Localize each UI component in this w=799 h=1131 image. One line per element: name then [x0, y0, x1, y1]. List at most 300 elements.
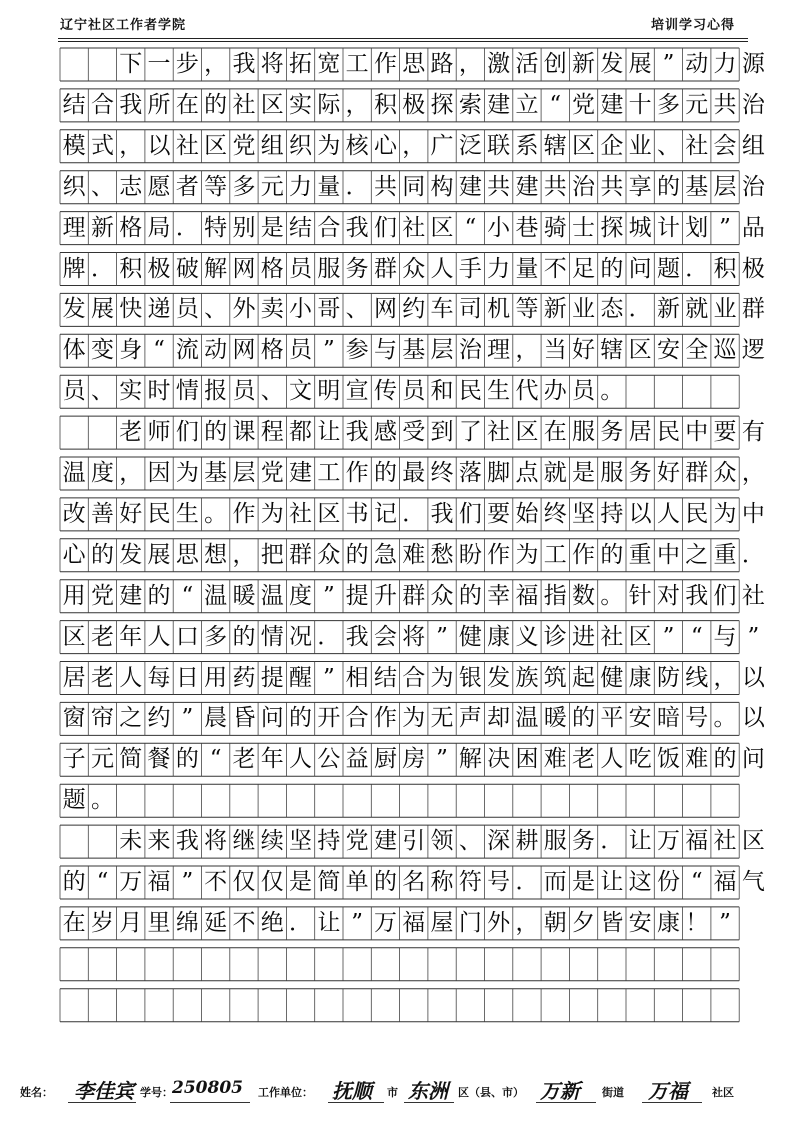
handwritten-char: 建: [373, 828, 397, 855]
handwritten-char: 下: [119, 51, 143, 77]
handwritten-char: 结: [289, 214, 313, 241]
handwritten-char: 以: [741, 705, 765, 732]
handwritten-char: 办: [543, 378, 567, 405]
handwritten-char: 我: [685, 582, 709, 609]
handwritten-char: 区: [62, 623, 86, 650]
handwritten-char: 持: [317, 828, 341, 855]
handwritten-char: ，: [741, 460, 765, 486]
handwritten-char: 积: [119, 255, 143, 282]
handwritten-char: 不: [543, 255, 567, 282]
handwritten-char: 我: [232, 51, 256, 77]
handwritten-char: 全: [685, 337, 709, 364]
handwritten-char: 之: [685, 541, 709, 568]
handwritten-char: 改: [62, 500, 86, 527]
handwritten-char: 态: [600, 296, 624, 323]
handwritten-char: 变: [90, 337, 114, 364]
handwritten-char: 十: [628, 91, 652, 118]
handwritten-char: 昏: [232, 705, 256, 732]
handwritten-char: 网: [232, 337, 256, 364]
handwritten-char: 问: [741, 746, 765, 773]
street-underline: [536, 1102, 596, 1103]
handwritten-char: 创: [543, 51, 567, 77]
handwritten-char: 落: [458, 460, 482, 486]
handwritten-char: 以: [147, 132, 171, 159]
handwritten-char: ．: [515, 869, 539, 895]
handwritten-char: 中: [656, 541, 680, 568]
handwritten-char: 织: [289, 132, 313, 159]
handwritten-char: 格: [260, 255, 284, 282]
handwritten-char: 药: [232, 664, 256, 691]
handwritten-char: 区: [204, 132, 228, 159]
handwritten-char: 作: [232, 500, 256, 527]
handwritten-char: 核: [345, 132, 369, 159]
handwritten-char: “: [96, 869, 109, 895]
handwritten-char: 积: [713, 255, 737, 282]
handwritten-char: 指: [543, 582, 567, 609]
handwritten-char: 饭: [656, 746, 680, 773]
handwritten-char: 同: [402, 173, 426, 200]
handwritten-char: “: [153, 337, 165, 364]
handwritten-char: 的: [458, 582, 482, 609]
handwritten-char: 展: [90, 296, 114, 323]
handwritten-char: 问: [260, 705, 284, 732]
handwritten-char: ”: [322, 582, 335, 609]
handwritten-char: 好: [119, 500, 143, 527]
handwritten-char: 课: [232, 419, 256, 446]
handwritten-char: 建: [119, 582, 143, 609]
handwritten-char: 品: [741, 214, 765, 241]
handwritten-char: 夕: [572, 909, 596, 936]
handwritten-char: 情: [260, 623, 284, 650]
handwritten-char: [60, 416, 88, 449]
handwritten-char: 传: [373, 378, 397, 405]
handwritten-char: 在: [62, 909, 86, 936]
handwritten-char: 式: [90, 132, 114, 159]
handwritten-char: 简: [317, 869, 341, 895]
handwritten-char: 特: [204, 214, 228, 241]
handwritten-char: 合: [345, 705, 369, 732]
handwritten-char: 等: [515, 296, 539, 323]
handwritten-char: 作: [487, 541, 511, 568]
handwritten-char: 治: [741, 173, 765, 200]
handwritten-char: 皆: [600, 909, 624, 936]
handwritten-char: 称: [430, 869, 454, 895]
handwritten-char: 心: [373, 132, 397, 159]
handwritten-char: 城: [628, 214, 652, 241]
handwritten-char: 我: [345, 214, 369, 241]
handwritten-char: 社: [713, 828, 737, 855]
handwritten-char: “: [549, 91, 562, 118]
handwritten-char: 约: [147, 705, 171, 732]
handwritten-char: ，: [713, 664, 737, 691]
handwritten-char: 有: [741, 419, 765, 446]
handwritten-char: 探: [600, 214, 624, 241]
handwritten-char: 量: [515, 255, 539, 282]
handwritten-char: 族: [515, 664, 539, 691]
handwritten-char: 理: [62, 214, 86, 241]
handwritten-char: 福: [515, 582, 539, 609]
handwritten-char: 作: [345, 460, 369, 486]
handwritten-char: 到: [430, 419, 454, 446]
handwritten-char: 区: [628, 337, 652, 364]
handwritten-char: 生: [487, 378, 511, 405]
handwritten-char: 继: [232, 828, 256, 855]
institution-name: 辽宁社区工作者学院: [60, 18, 187, 33]
handwritten-char: ”: [181, 869, 194, 895]
handwritten-char: ，: [515, 337, 539, 364]
handwritten-char: 子: [62, 746, 86, 773]
handwritten-char: 安: [656, 337, 680, 364]
handwritten-char: 是: [260, 214, 284, 241]
handwritten-char: 。: [90, 787, 114, 814]
handwritten-char: 探: [430, 91, 454, 118]
handwritten-char: 口: [175, 623, 199, 650]
handwritten-char: 民: [656, 419, 680, 446]
student-id-value: 250805: [172, 1078, 243, 1098]
handwritten-char: 平: [600, 705, 624, 732]
handwritten-char: 力: [713, 51, 737, 77]
handwritten-char: 诊: [543, 623, 567, 650]
handwritten-char: 众: [430, 582, 454, 609]
handwritten-char: 所: [147, 91, 171, 118]
handwritten-char: 社: [232, 91, 256, 118]
handwritten-char: 务: [600, 419, 624, 446]
handwritten-char: 这: [628, 869, 652, 895]
handwritten-char: 情: [175, 378, 199, 405]
handwritten-char: 众: [402, 255, 426, 282]
handwritten-char: 程: [260, 419, 284, 446]
handwritten-char: 务: [572, 828, 596, 855]
handwritten-char: ．: [175, 214, 199, 241]
handwritten-char: 为: [430, 664, 454, 691]
handwritten-char: 社: [600, 623, 624, 650]
handwritten-char: 气: [741, 869, 765, 895]
handwritten-char: 与: [713, 623, 737, 650]
handwritten-char: 体: [62, 337, 86, 364]
handwritten-char: 享: [628, 173, 652, 200]
handwritten-char: 书: [345, 500, 369, 527]
handwritten-char: 群: [402, 582, 426, 609]
handwritten-char: 联: [487, 132, 511, 159]
handwritten-char: 工: [317, 460, 341, 486]
handwritten-char: 党: [90, 582, 114, 609]
handwritten-char: ”: [436, 746, 448, 773]
handwritten-char: 将: [260, 51, 284, 77]
handwritten-char: 暖: [232, 582, 256, 609]
handwritten-char: 的: [175, 746, 199, 773]
handwritten-char: ，: [204, 51, 228, 77]
handwritten-char: 生: [175, 500, 199, 527]
handwritten-char: “: [209, 746, 222, 773]
handwritten-char: 模: [62, 132, 86, 159]
handwritten-char: [60, 825, 88, 858]
handwritten-char: 极: [402, 91, 426, 118]
handwritten-char: ．: [628, 296, 652, 323]
handwritten-char: 建: [515, 173, 539, 200]
handwritten-char: 万: [119, 869, 143, 895]
handwritten-char: 新: [543, 296, 567, 323]
handwritten-char: “: [181, 582, 194, 609]
handwritten-char: 明: [317, 378, 341, 405]
handwritten-char: 际: [317, 91, 341, 118]
handwritten-char: 民: [685, 500, 709, 527]
handwritten-char: 发: [62, 296, 86, 323]
handwritten-char: 的: [373, 869, 397, 895]
handwritten-char: 决: [487, 746, 511, 773]
handwritten-char: 多: [232, 173, 256, 200]
city-value: 抚顺: [332, 1079, 372, 1103]
handwritten-char: 机: [487, 296, 511, 323]
handwritten-char: 新: [90, 214, 114, 241]
handwritten-char: ，: [515, 909, 539, 936]
name-value: 李佳宾: [74, 1079, 134, 1103]
handwritten-char: 层: [713, 173, 737, 200]
district-label: 区（县、市）: [458, 1086, 524, 1099]
handwritten-char: 善: [90, 500, 114, 527]
handwritten-char: 的: [204, 419, 228, 446]
handwritten-char: 们: [713, 582, 737, 609]
handwritten-char: 问: [628, 255, 652, 282]
handwritten-char: 急: [373, 541, 397, 568]
handwritten-char: 基: [204, 460, 228, 486]
handwritten-char: 愿: [147, 173, 171, 200]
handwritten-char: 递: [147, 296, 171, 323]
handwritten-char: 的: [204, 91, 228, 118]
handwritten-char: 服: [600, 460, 624, 486]
handwritten-char: 无: [430, 705, 454, 732]
handwritten-char: 、: [90, 378, 114, 405]
handwritten-char: 务: [628, 460, 652, 486]
handwritten-char: 要: [487, 500, 511, 527]
handwritten-char: 会: [713, 132, 737, 159]
handwritten-char: 快: [119, 296, 143, 323]
handwritten-char: 义: [515, 623, 539, 650]
handwritten-char: 月: [119, 909, 143, 936]
handwritten-char: 要: [713, 419, 737, 446]
handwritten-char: 万: [656, 828, 680, 855]
handwritten-char: 福: [147, 869, 171, 895]
handwritten-char: 元: [90, 746, 114, 773]
handwritten-char: 受: [402, 419, 426, 446]
handwritten-char: 点: [515, 460, 539, 486]
handwritten-char: 人: [600, 746, 624, 773]
handwritten-char: ”: [719, 909, 731, 936]
handwritten-char: 区: [628, 623, 652, 650]
handwritten-char: 等: [204, 173, 228, 200]
handwritten-char: 延: [204, 909, 228, 936]
handwritten-char: 温: [204, 582, 228, 609]
handwritten-char: 解: [204, 255, 228, 282]
handwritten-char: 安: [628, 705, 652, 732]
handwritten-char: 时: [147, 378, 171, 405]
handwritten-char: 合: [402, 664, 426, 691]
handwritten-char: 不: [232, 909, 256, 936]
handwritten-char: [88, 48, 116, 81]
handwritten-char: 银: [458, 664, 482, 691]
handwritten-char: 好: [656, 460, 680, 486]
handwritten-char: 老: [90, 664, 114, 691]
handwritten-char: 数: [572, 582, 596, 609]
handwritten-char: 极: [147, 255, 171, 282]
handwritten-char: 与: [373, 337, 397, 364]
handwritten-char: 温: [515, 705, 539, 732]
handwritten-char: 社: [402, 214, 426, 241]
handwritten-char: 升: [373, 582, 397, 609]
handwritten-char: 拓: [289, 51, 313, 77]
handwritten-char: 居: [628, 419, 652, 446]
handwritten-char: 记: [373, 500, 397, 527]
handwritten-char: 共: [543, 173, 567, 200]
handwritten-char: ”: [747, 623, 760, 650]
handwritten-char: 辖: [600, 337, 624, 364]
handwritten-char: 共: [713, 91, 737, 118]
handwritten-char: 老: [119, 419, 143, 446]
handwritten-char: 开: [317, 705, 341, 732]
handwritten-char: 系: [515, 132, 539, 159]
handwritten-char: 名: [402, 869, 426, 895]
handwritten-char: 。: [600, 378, 624, 405]
handwritten-char: 的: [600, 255, 624, 282]
handwritten-char: 绝: [260, 909, 284, 936]
handwritten-char: 为: [175, 460, 199, 486]
handwritten-char: 们: [458, 500, 482, 527]
handwritten-char: 共: [600, 173, 624, 200]
handwritten-char: 持: [600, 500, 624, 527]
handwritten-char: 中: [685, 419, 709, 446]
handwritten-char: 区: [430, 214, 454, 241]
handwritten-char: 、: [90, 173, 114, 200]
handwritten-char: 小: [289, 296, 313, 323]
handwritten-char: 足: [572, 255, 596, 282]
handwritten-char: 建: [600, 91, 624, 118]
handwritten-char: 度: [289, 582, 313, 609]
handwritten-char: 立: [515, 91, 539, 118]
handwritten-char: 况: [289, 623, 313, 650]
handwritten-char: 让: [317, 909, 341, 936]
handwritten-char: 老: [572, 746, 596, 773]
handwritten-char: 绵: [175, 909, 199, 936]
handwritten-char: 却: [487, 705, 511, 732]
handwritten-char: 暖: [543, 705, 567, 732]
handwritten-char: 社: [487, 419, 511, 446]
handwritten-char: 心: [62, 541, 86, 568]
handwritten-char: 防: [656, 664, 680, 691]
handwritten-char: 群: [373, 255, 397, 282]
handwritten-char: 、: [458, 828, 482, 855]
handwritten-char: 题: [62, 787, 86, 814]
handwritten-char: ”: [662, 623, 675, 650]
handwritten-char: 思: [402, 51, 426, 77]
handwritten-char: 活: [515, 51, 539, 77]
handwritten-char: 基: [402, 337, 426, 364]
handwritten-char: 的: [572, 705, 596, 732]
handwritten-char: 度: [90, 460, 114, 486]
handwritten-char: 力: [289, 173, 313, 200]
handwritten-char: 积: [373, 91, 397, 118]
handwritten-char: 重: [628, 541, 652, 568]
handwritten-char: 路: [430, 51, 454, 77]
handwritten-char: 社: [289, 500, 313, 527]
handwritten-char: 难: [685, 746, 709, 773]
handwritten-char: 吃: [628, 746, 652, 773]
handwritten-char: 都: [289, 419, 313, 446]
handwritten-char: ，: [402, 132, 426, 159]
handwritten-char: 盼: [458, 541, 482, 568]
handwritten-char: 服: [317, 255, 341, 282]
handwritten-char: 了: [458, 419, 482, 446]
document-type: 培训学习心得: [650, 18, 735, 33]
handwritten-char: 窗: [62, 705, 86, 732]
handwritten-char: ，: [345, 91, 369, 118]
handwritten-char: 续: [260, 828, 284, 855]
handwritten-char: 动: [204, 337, 228, 364]
handwritten-char: 格: [260, 337, 284, 364]
name-underline: [68, 1102, 136, 1103]
handwritten-char: 作: [572, 541, 596, 568]
handwritten-char: 难: [543, 746, 567, 773]
handwritten-char: ，: [119, 460, 143, 486]
handwritten-char: 党: [232, 132, 256, 159]
handwritten-char: 人: [289, 746, 313, 773]
handwritten-char: 幸: [487, 582, 511, 609]
handwritten-char: 织: [62, 173, 86, 200]
handwritten-char: 一: [147, 51, 171, 77]
handwritten-char: 的: [656, 173, 680, 200]
handwritten-char: 治: [572, 173, 596, 200]
handwritten-char: 建: [487, 91, 511, 118]
handwritten-char: 万: [373, 909, 397, 936]
handwritten-char: 师: [147, 419, 171, 446]
city-label: 市: [387, 1086, 398, 1099]
handwritten-char: 仅: [232, 869, 256, 895]
handwritten-char: 福: [713, 869, 737, 895]
handwritten-char: ．: [289, 909, 313, 936]
handwritten-char: 就: [685, 296, 709, 323]
handwritten-char: 就: [543, 460, 567, 486]
handwritten-char: 每: [147, 664, 171, 691]
district-underline: [404, 1102, 454, 1103]
handwritten-char: [60, 48, 88, 81]
handwritten-char: 约: [402, 296, 426, 323]
handwritten-char: ，: [119, 132, 143, 159]
handwritten-char: 相: [345, 664, 369, 691]
handwritten-char: “: [690, 869, 703, 895]
handwritten-char: 展: [628, 51, 652, 77]
handwritten-char: 新: [656, 296, 680, 323]
handwritten-char: 基: [685, 173, 709, 200]
handwritten-char: 康: [628, 664, 652, 691]
handwritten-char: 动: [685, 51, 709, 77]
handwritten-char: 的: [373, 460, 397, 486]
handwritten-char: 群: [289, 541, 313, 568]
handwritten-char: 计: [656, 214, 680, 241]
handwritten-char: 我: [430, 500, 454, 527]
handwritten-char: 在: [543, 419, 567, 446]
handwritten-char: 脚: [487, 460, 511, 486]
handwritten-char: 员: [62, 378, 86, 405]
handwritten-char: 、: [260, 378, 284, 405]
handwritten-char: 的: [62, 869, 86, 895]
handwritten-char: 之: [119, 705, 143, 732]
handwritten-char: 共: [487, 173, 511, 200]
handwritten-char: 来: [147, 828, 171, 855]
handwritten-char: 民: [147, 500, 171, 527]
handwritten-char: 餐: [147, 746, 171, 773]
handwritten-char: 题: [656, 255, 680, 282]
handwritten-char: 号: [685, 705, 709, 732]
footer: [0, 1073, 799, 1113]
handwritten-char: 哥: [317, 296, 341, 323]
